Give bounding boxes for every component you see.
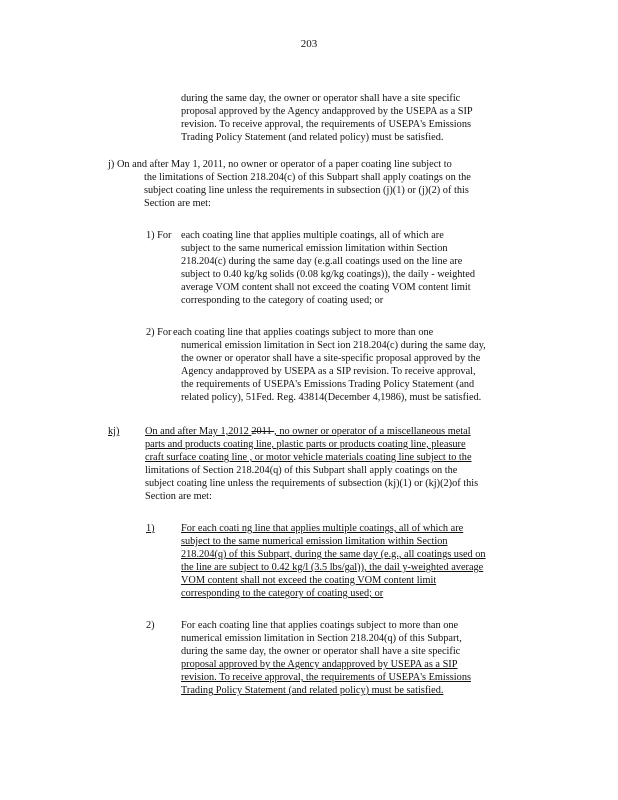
inserted-text: , no owner or operator of a miscellaneous metal (274, 426, 471, 437)
text-line: Agency andapproved by USEPA as a SIP revision. To receive approval, (181, 366, 476, 377)
text-line: For each coating line that applies coatings subject to more than one (181, 620, 459, 631)
text-line: Trading Policy Statement (and related policy) must be satisfied. (181, 132, 444, 143)
continuation-paragraph (181, 92, 537, 144)
item-k1-text (181, 522, 537, 600)
item-k1-number: 1) (146, 523, 155, 534)
text-line: during the same day, the owner or operator shall have a site specific (181, 93, 461, 104)
text-line: parts and products coating line, plastic parts or products coating line, pleasure (145, 439, 466, 450)
struck-text: 2011 (251, 426, 275, 437)
subsection-j-text (117, 158, 537, 210)
text-line: subject coating line unless the requirements of subsection (kj)(1) or (kj)(2)of this (145, 478, 479, 489)
text-line: each coating line that applies multiple coatings, all of which are (181, 230, 444, 241)
text-line: limitations of Section 218.204(q) of this Subpart shall apply coatings on the (145, 465, 458, 476)
text-line: during the same day, the owner or operator shall have a site specific (181, 646, 461, 657)
text-line: the limitations of Section 218.204(c) of this Subpart shall apply coatings on the (144, 172, 471, 183)
text-line (145, 425, 537, 438)
text-line: On and after May 1, 2011, no owner or operator of a paper coating line subject to (117, 159, 452, 170)
text-line: 218.204(c) during the same day (e.g.all coatings used on the line are (181, 256, 463, 267)
item-j2-number: 2) For (146, 327, 172, 338)
subsection-k-label: kj) (108, 426, 120, 437)
text-line: each coating line that applies coatings subject to more than one (173, 327, 434, 338)
text-line: 218.204(q) of this Subpart, during the same day (e.g., all coatings used on (181, 549, 486, 560)
text-line: revision. To receive approval, the requirements of USEPA's Emissions (181, 119, 471, 130)
item-j1-text (181, 229, 537, 307)
text-line: the line are subject to 0.42 kg/l (3.5 lbs/gal)), the dail y-weighted average (181, 562, 484, 573)
text-line: related policy), 51Fed. Reg. 43814(December 4,1986), must be satisfied. (181, 392, 482, 403)
text-line: subject coating line unless the requirements in subsection (j)(1) or (j)(2) of this (144, 185, 469, 196)
item-j2-text (173, 326, 537, 404)
text-line: subject to the same numerical emission limitation within Section (181, 243, 448, 254)
text-line: For each coati ng line that applies multiple coatings, all of which are (181, 523, 464, 534)
text-line: average VOM content shall not exceed the coating VOM content limit (181, 282, 471, 293)
text-line: the owner or operator shall have a site-specific proposal approved by the (181, 353, 481, 364)
subsection-k-text (145, 425, 537, 503)
text-line: corresponding to the category of coating used; or (181, 295, 384, 306)
text-line: subject to 0.40 kg/kg solids (0.08 kg/kg coatings)), the daily - weighted (181, 269, 475, 280)
text-line: proposal approved by the Agency andapproved by the USEPA as a SIP (181, 106, 473, 117)
text-line: craft surface coating line , or motor vehicle materials coating line subject to the (145, 452, 472, 463)
text-line: subject to the same numerical emission limitation within Section (181, 536, 448, 547)
text-line: Section are met: (145, 491, 212, 502)
text-line: the requirements of USEPA's Emissions Trading Policy Statement (and (181, 379, 475, 390)
inserted-text: On and after May 1,2012 (145, 426, 252, 437)
text-line: revision. To receive approval, the requirements of USEPA's Emissions (181, 672, 471, 683)
text-line: proposal approved by the Agency andapproved by USEPA as a SIP (181, 659, 458, 670)
item-j1-number: 1) For (146, 230, 172, 241)
text-line: VOM content shall not exceed the coating VOM content limit (181, 575, 437, 586)
text-line: corresponding to the category of coating used; or (181, 588, 384, 599)
subsection-j-label: j) (108, 159, 115, 170)
text-line: Section are met: (144, 198, 211, 209)
item-k2-number: 2) (146, 620, 155, 631)
text-line: numerical emission limitation in Section 218.204(q) of this Subpart, (181, 633, 462, 644)
page-number: 203 (300, 38, 318, 50)
item-k2-text (181, 619, 537, 697)
text-line: Trading Policy Statement (and related policy) must be satisfied. (181, 685, 444, 696)
text-line: numerical emission limitation in Sect ion 218.204(c) during the same day, (181, 340, 486, 351)
